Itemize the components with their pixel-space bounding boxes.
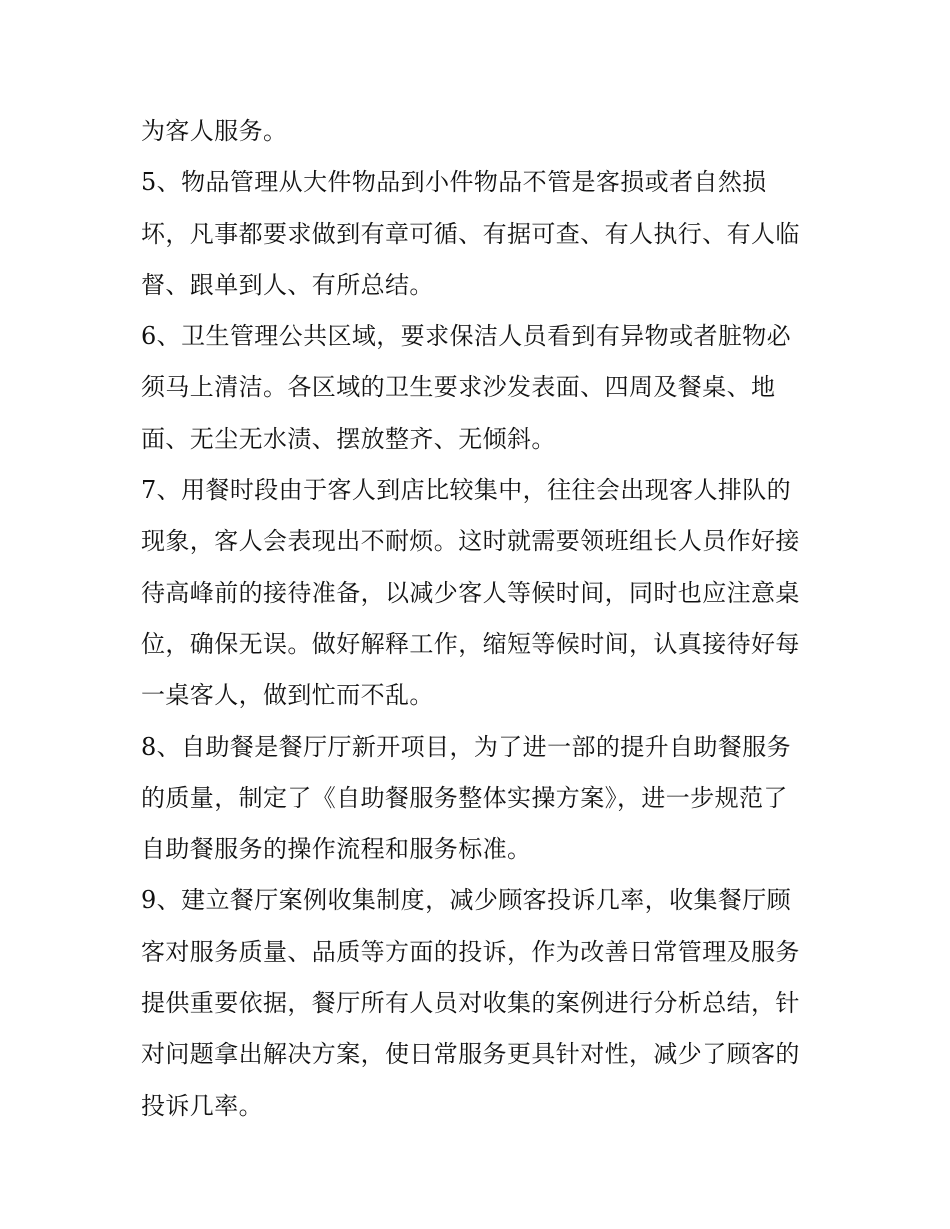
text-line: 6、卫生管理公共区域，要求保洁人员看到有异物或者脏物必 xyxy=(141,322,792,351)
text-line: 面、无尘无水渍、摆放整齐、无倾斜。 xyxy=(141,424,556,453)
text-line: 的质量，制定了《自助餐服务整体实操方案》，进一步规范了 xyxy=(141,783,788,812)
text-line: 现象，客人会表现出不耐烦。这时就需要领班组长人员作好接 xyxy=(141,527,800,556)
text-line: 督、跟单到人、有所总结。 xyxy=(141,270,434,299)
text-line: 投诉几率。 xyxy=(141,1091,263,1120)
text-line: 一桌客人，做到忙而不乱。 xyxy=(141,681,434,710)
text-line: 对问题拿出解决方案，使日常服务更具针对性，减少了顾客的 xyxy=(141,1040,800,1069)
text-line: 9、建立餐厅案例收集制度，减少顾客投诉几率，收集餐厅顾 xyxy=(141,886,792,915)
document-body xyxy=(141,106,821,1132)
text-line: 5、物品管理从大件物品到小件物品不管是客损或者自然损 xyxy=(141,168,767,197)
text-line: 客对服务质量、品质等方面的投诉，作为改善日常管理及服务 xyxy=(141,937,800,966)
text-line: 为客人服务。 xyxy=(141,117,288,145)
text-line: 坏，凡事都要求做到有章可循、有据可查、有人执行、有人临 xyxy=(141,219,800,248)
text-line: 待高峰前的接待准备，以减少客人等候时间，同时也应注意桌 xyxy=(141,578,800,607)
text-line: 8、自助餐是餐厅厅新开项目，为了进一部的提升自助餐服务 xyxy=(141,732,792,761)
text-line: 提供重要依据，餐厅所有人员对收集的案例进行分析总结，针 xyxy=(141,989,800,1018)
text-line: 须马上清洁。各区域的卫生要求沙发表面、四周及餐桌、地 xyxy=(141,373,776,402)
text-line: 自助餐服务的操作流程和服务标准。 xyxy=(141,835,532,864)
text-line: 位，确保无误。做好解释工作，缩短等候时间，认真接待好每 xyxy=(141,629,800,658)
text-line: 7、用餐时段由于客人到店比较集中，往往会出现客人排队的 xyxy=(141,476,792,505)
